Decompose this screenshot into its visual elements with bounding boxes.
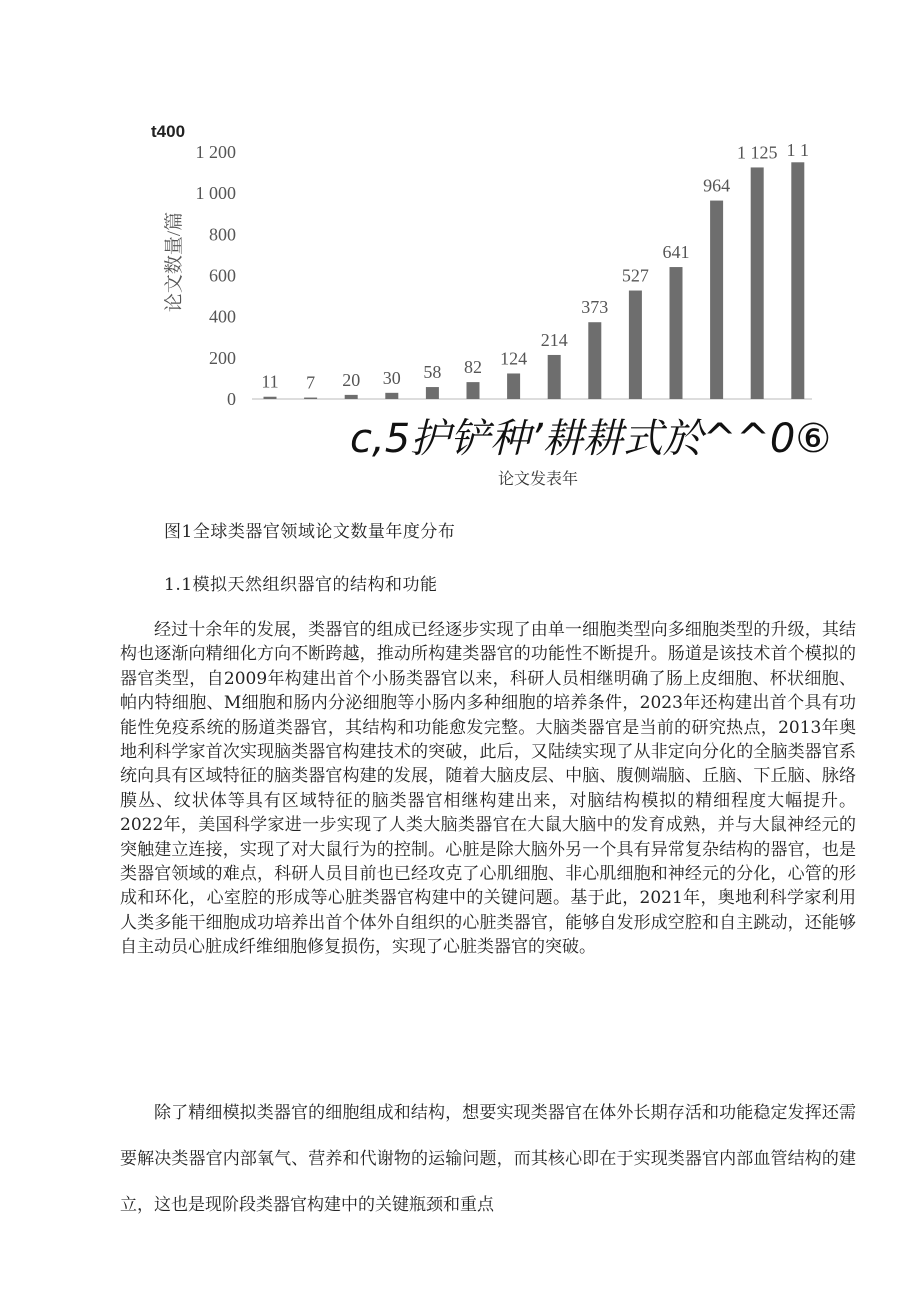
bar-value-label: 1 125 xyxy=(736,142,778,163)
bar-value-label: 20 xyxy=(342,369,361,390)
y-tick-label: 0 xyxy=(227,389,236,409)
bar-value-label: 964 xyxy=(703,175,731,196)
y-axis-ticks xyxy=(196,142,237,409)
section-heading: 1.1模拟天然组织器官的结构和功能 xyxy=(164,575,438,595)
bar-value-label: 11 xyxy=(261,371,279,392)
bar-value-label: 82 xyxy=(464,357,482,378)
y-tick-label: 1 200 xyxy=(195,142,236,162)
y-tick-label: 200 xyxy=(209,347,236,368)
bar-14 xyxy=(791,162,804,399)
y-axis-label: 论文数量/篇 xyxy=(164,211,185,313)
chart-top-axis-text: t400 xyxy=(151,122,186,141)
bar-value-label: 373 xyxy=(581,297,609,318)
value-labels xyxy=(261,140,809,393)
bar-5 xyxy=(426,387,439,399)
bar-13 xyxy=(751,167,764,399)
bar-8 xyxy=(548,355,561,399)
bars xyxy=(264,162,805,399)
bar-9 xyxy=(588,322,601,399)
body-paragraph-1: 经过十余年的发展，类器官的组成已经逐步实现了由单一细胞类型向多细胞类型的升级，其结构也逐渐向精细化方向不断跨越，推动所构建类器官的功能性不断提升。肠道是该技术首个模拟的器官类型，自2009年构建出首个小肠类器官以来，科研人员相继明确了肠上皮细胞、杯状细胞、帕内特细胞、M细胞和肠内分泌细胞等小肠内多种细胞的培养条件，2023年还构建出首个具有功能性免疫系统的肠道类器官，其结构和功能愈发完整。大脑类器官是当前的研究热点，2013年奥地利科学家首次实现脑类器官构建技术的突破，此后，又陆续实现了从非定向分化的全脑类器官系统向具有区域特征的脑类器官构建的发展，随着大脑皮层、中脑、腹侧端脑、丘脑、下丘脑、脉络膜丛、纹状体等具有区域特征的脑类器官相继构建出来，对脑结构模拟的精细程度大幅提升。2022年，美国科学家进一步实现了人类大脑类器官在大鼠大脑中的发育成熟，并与大鼠神经元的突触建立连接，实现了对大鼠行为的控制。心脏是除大脑外另一个具有异常复杂结构的器官，也是类器官领域的难点，科研人员目前也已经攻克了心肌细胞、非心肌细胞和神经元的分化，心管的形成和环化，心室腔的形成等心脏类器官构建中的关键问题。基于此，2021年，奥地利科学家利用人类多能干细胞成功培养出首个体外自组织的心脏类器官，能够自发形成空腔和自主跳动，还能够自主动员心脏成纤维细胞修复损伤，实现了心脏类器官的突破。 xyxy=(120,620,856,958)
bar-1 xyxy=(264,397,277,399)
bar-10 xyxy=(629,291,642,399)
x-tick-labels-garbled: c,5护铲种’耕耕式於^^0⑥ xyxy=(350,416,832,462)
bar-11 xyxy=(670,267,683,399)
figure-caption: 图1全球类器官领域论文数量年度分布 xyxy=(164,522,456,542)
bar-3 xyxy=(345,395,358,399)
bar-value-label: 124 xyxy=(500,348,528,369)
bar-7 xyxy=(507,373,520,399)
y-tick-label: 600 xyxy=(209,265,236,286)
bar-4 xyxy=(385,393,398,399)
bar-value-label: 527 xyxy=(621,265,649,286)
x-axis-label: 论文发表年 xyxy=(497,471,579,487)
body-paragraph-2: 除了精细模拟类器官的细胞组成和结构，想要实现类器官在体外长期存活和功能稳定发挥还需要解决类器官内部氧气、营养和代谢物的运输问题，而其核心即在于实现类器官内部血管结构的建立，这也是现阶段类器官构建中的关键瓶颈和重点 xyxy=(120,1103,856,1215)
y-tick-label: 400 xyxy=(209,306,236,327)
bar-value-label: 1 1 xyxy=(786,140,810,160)
bar-2 xyxy=(304,398,317,399)
bar-6 xyxy=(467,382,480,399)
bar-12 xyxy=(710,201,723,399)
y-tick-label: 800 xyxy=(209,224,236,245)
bar-value-label: 641 xyxy=(662,242,690,263)
bar-value-label: 7 xyxy=(306,372,316,393)
y-tick-label: 1 000 xyxy=(195,183,236,204)
bar-value-label: 58 xyxy=(423,362,442,383)
paper-count-bar-chart xyxy=(140,112,860,487)
bar-value-label: 30 xyxy=(382,367,401,388)
bar-value-label: 214 xyxy=(540,329,568,350)
